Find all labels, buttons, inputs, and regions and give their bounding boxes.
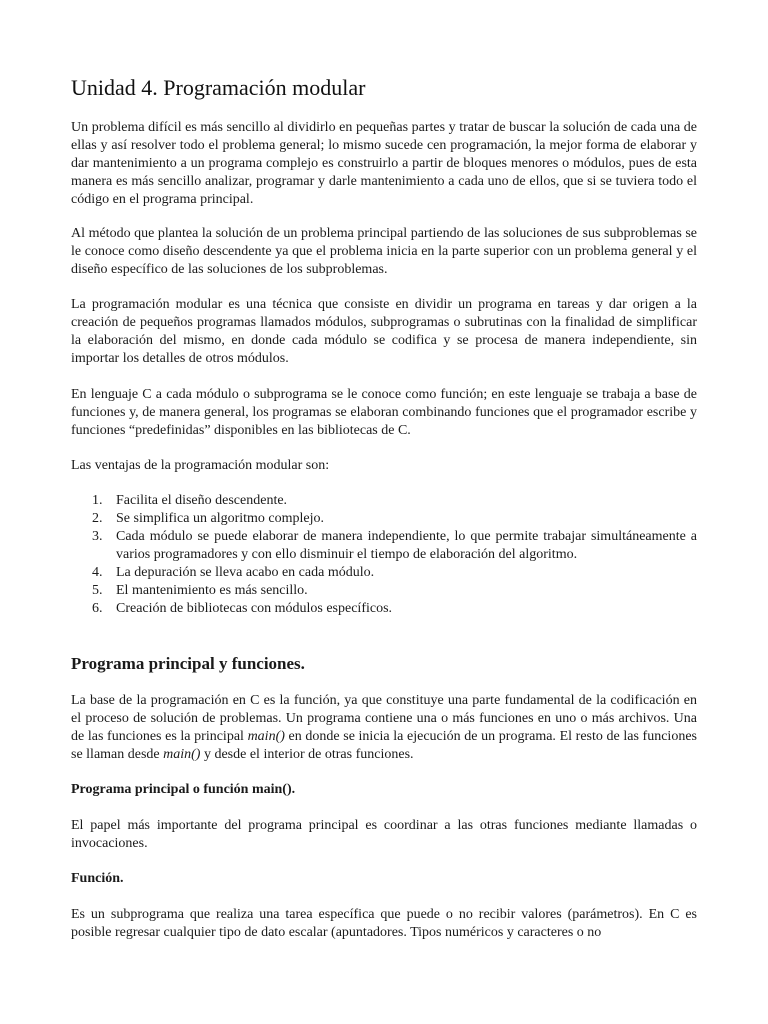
paragraph-modular-programming: La programación modular es una técnica que consiste en dividir un programa en tareas y dar origen a la creación de pequeños programas llamados módulos, subprogramas o subrutinas con la finalidad de simplificar la elaboración del mismo, en donde cada módulo se codifica y se procesa de manera independiente, sin importar los detalles de otros módulos.	[71, 297, 697, 366]
list-item: 1. Facilita el diseño descendente.	[92, 493, 288, 508]
main-function-ref: main()	[247, 729, 285, 744]
main-function-ref: main()	[163, 747, 201, 762]
paragraph-intro: Un problema difícil es más sencillo al dividirlo en pequeñas partes y tratar de buscar la solución de cada una de ellas y así resolver todo el problema general; lo mismo sucede cen programación, la mejor forma de elaborar y dar mantenimiento a un programa complejo es construirlo a partir de bloques menores o módulos, pues de esta manera es más sencillo analizar, programar y darle mantenimiento a cada uno de ellos, que si se tuviera todo el código en el programa principal.	[71, 120, 697, 207]
section-heading-main-and-functions: Programa principal y funciones.	[71, 654, 305, 673]
paragraph-advantages-intro: Las ventajas de la programación modular son:	[71, 458, 330, 473]
list-item-text: Creación de bibliotecas con módulos específicos.	[116, 601, 393, 616]
list-item-text: El mantenimiento es más sencillo.	[116, 583, 308, 598]
paragraph-main-role: El papel más importante del programa principal es coordinar a las otras funciones mediante llamadas o invocaciones.	[71, 818, 697, 851]
subheading-main-function: Programa principal o función main().	[71, 782, 296, 797]
document-title: Unidad 4. Programación modular	[71, 75, 366, 100]
subheading-function: Función.	[71, 871, 124, 886]
paragraph-function-base: La base de la programación en C es la función, ya que constituye una parte fundamental de la codificación en el proceso de solución de problemas. Un programa contiene una o más funciones en uno o más archivos. Una de las funciones es la principal main() en donde se inicia la ejecución de un programa. El resto de las funciones se llaman desde main() y desde el interior de otras funciones.	[71, 693, 697, 762]
advantages-list	[71, 492, 697, 618]
paragraph-function-definition: Es un subprograma que realiza una tarea específica que puede o no recibir valores (parámetros). En C es posible regresar cualquier tipo de dato escalar (apuntadores. Tipos numéricos y caracteres o no	[71, 907, 697, 940]
list-item: 6. Creación de bibliotecas con módulos específicos.	[92, 601, 393, 616]
paragraph-top-down-design: Al método que plantea la solución de un problema principal partiendo de las soluciones de sus subproblemas se le conoce como diseño descendente ya que el problema inicia en la parte superior con un problema general y el diseño específico de las soluciones de los subproblemas.	[71, 226, 697, 277]
list-item-text: Facilita el diseño descendente.	[116, 493, 288, 508]
list-item-text: Cada módulo se puede elaborar de manera independiente, lo que permite trabajar simultáneamente a varios programadores y con ello disminuir el tiempo de elaboración del algoritmo.	[116, 529, 697, 562]
paragraph-c-functions: En lenguaje C a cada módulo o subprograma se le conoce como función; en este lenguaje se trabaja a base de funciones y, de manera general, los programas se elaboran combinando funciones que el programador escribe y funciones “predefinidas” disponibles en las bibliotecas de C.	[71, 387, 697, 438]
list-item-text: La depuración se lleva acabo en cada módulo.	[116, 565, 375, 580]
list-item: 2. Se simplifica un algoritmo complejo.	[92, 511, 325, 526]
list-item: 4. La depuración se lleva acabo en cada módulo.	[92, 565, 375, 580]
list-item: 3. Cada módulo se puede elaborar de manera independiente, lo que permite trabajar simultáneamente a varios programadores y con ello disminuir el tiempo de elaboración del algoritmo.	[92, 529, 697, 562]
list-item-text: Se simplifica un algoritmo complejo.	[116, 511, 325, 526]
list-item: 5. El mantenimiento es más sencillo.	[92, 583, 308, 598]
